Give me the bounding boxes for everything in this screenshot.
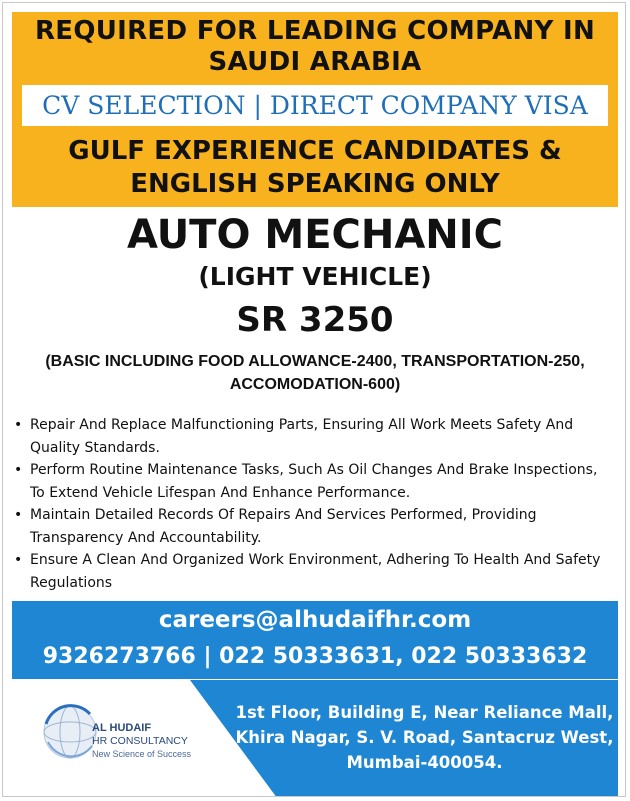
salary-breakdown-line-2: ACCOMODATION-600): [229, 376, 401, 393]
globe-icon: [40, 702, 100, 762]
requirements-line-1: GULF EXPERIENCE CANDIDATES &: [68, 136, 562, 166]
duty-text: Repair And Replace Malfunctioning Parts, Ensuring All Work Meets Safety And Quality Standards.: [30, 417, 574, 456]
bullet-icon: •: [14, 552, 23, 568]
address-line-3: Mumbai-400054.: [346, 753, 503, 772]
list-item: [14, 459, 614, 504]
header-banner: [12, 12, 618, 82]
requirements-text: [68, 135, 561, 201]
email-link[interactable]: careers@alhudaifhr.com: [158, 607, 472, 633]
phone-numbers[interactable]: 9326273766 | 022 50333631, 022 50333632: [42, 644, 588, 669]
logo-tagline: New Science of Success: [92, 749, 192, 759]
duties-list: [14, 414, 614, 594]
address-line-1: 1st Floor, Building E, Near Reliance Mall,: [235, 703, 614, 722]
duty-text: Ensure A Clean And Organized Work Environment, Adhering To Health And Safety Regulations: [30, 552, 601, 591]
requirements-line-2: ENGLISH SPEAKING ONLY: [130, 169, 500, 199]
address-line-2: Khira Nagar, S. V. Road, Santacruz West,: [235, 728, 614, 747]
bullet-icon: •: [14, 417, 23, 433]
bullet-icon: •: [14, 462, 23, 478]
office-address: [222, 700, 627, 775]
logo-name: AL HUDAIF: [92, 722, 152, 734]
salary: SR 3250: [236, 300, 394, 340]
bullet-icon: •: [14, 507, 23, 523]
list-item: [14, 504, 614, 549]
job-title: AUTO MECHANIC: [126, 212, 504, 258]
job-subtitle: (LIGHT VEHICLE): [198, 262, 432, 291]
list-item: [14, 549, 614, 594]
duty-text: Maintain Detailed Records Of Repairs And Services Performed, Providing Transparency And Accountability.: [30, 507, 537, 546]
selection-box: [22, 85, 608, 126]
contact-banner: [12, 601, 618, 679]
salary-breakdown: [0, 350, 630, 396]
logo-subname: HR CONSULTANCY: [92, 735, 188, 747]
selection-text: CV SELECTION | DIRECT COMPANY VISA: [42, 91, 588, 120]
list-item: [14, 414, 614, 459]
salary-breakdown-line-1: (BASIC INCLUDING FOOD ALLOWANCE-2400, TRANSPORTATION-250,: [45, 353, 585, 370]
requirements-banner: [12, 129, 618, 207]
duty-text: Perform Routine Maintenance Tasks, Such As Oil Changes And Brake Inspections, To Extend Vehicle Lifespan And Enhance Performance.: [30, 462, 598, 501]
header-title: REQUIRED FOR LEADING COMPANY IN SAUDI ARABIA: [34, 16, 596, 77]
selection-banner: [12, 82, 618, 129]
company-logo: [20, 690, 200, 790]
